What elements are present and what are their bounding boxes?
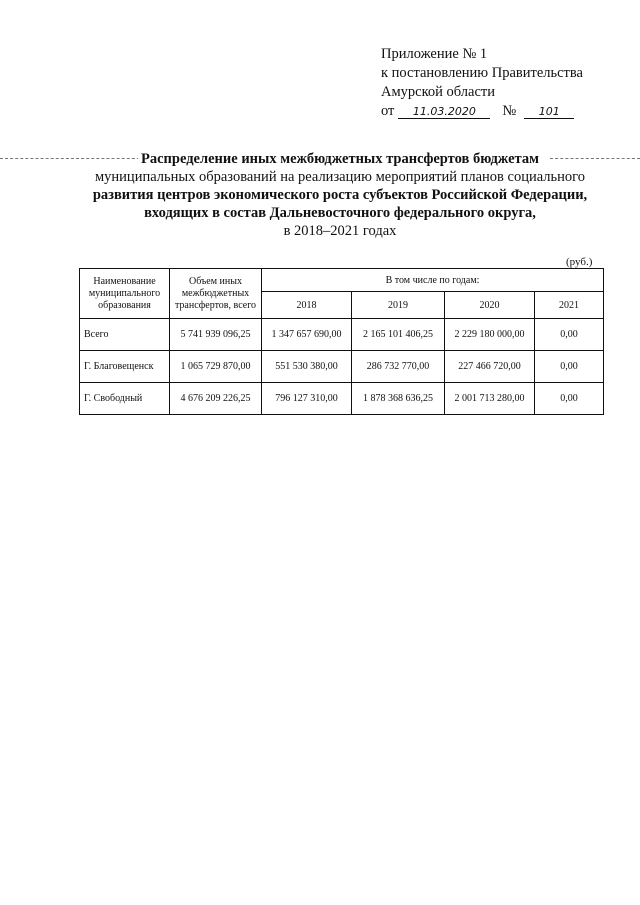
row-2021: 0,00 (535, 319, 604, 351)
row-name: Всего (80, 319, 170, 351)
row-2019: 2 165 101 406,25 (352, 319, 445, 351)
row-2020: 2 229 180 000,00 (445, 319, 535, 351)
row-name: Г. Свободный (80, 383, 170, 415)
row-2021: 0,00 (535, 383, 604, 415)
row-total: 5 741 939 096,25 (170, 319, 262, 351)
table-row (80, 319, 604, 351)
handwritten-number: 101 (524, 105, 574, 119)
header-year-2018: 2018 (262, 292, 352, 319)
row-2018: 551 530 380,00 (262, 351, 352, 383)
handwritten-date: 11.03.2020 (398, 105, 490, 119)
row-name: Г. Благовещенск (80, 351, 170, 383)
transfers-table (79, 268, 604, 415)
row-2018: 1 347 657 690,00 (262, 319, 352, 351)
header-municipality: Наименование муниципального образования (80, 269, 170, 319)
header-year-2019: 2019 (352, 292, 445, 319)
appendix-title: Приложение № 1 (381, 46, 488, 62)
title-line-2: муниципальных образований на реализацию мероприятий планов социального (94, 169, 585, 185)
header-total: Объем иных межбюджетных трансфертов, всего (170, 269, 262, 319)
header-by-years: В том числе по годам: (262, 269, 604, 292)
title-line-4: входящих в состав Дальневосточного федерального округа, (144, 205, 536, 221)
row-total: 1 065 729 870,00 (170, 351, 262, 383)
title-line-5: в 2018–2021 годах (283, 223, 397, 239)
title-line-3: развития центров экономического роста субъектов Российской Федерации, (92, 187, 588, 203)
table-row (80, 351, 604, 383)
row-total: 4 676 209 226,25 (170, 383, 262, 415)
row-2020: 2 001 713 280,00 (445, 383, 535, 415)
appendix-date-number-line (381, 102, 583, 121)
table-header-row (80, 269, 604, 292)
document-title (60, 150, 620, 240)
title-line-1: Распределение иных межбюджетных трансфертов бюджетам (138, 150, 542, 168)
from-label: от (381, 103, 395, 119)
appendix-block (381, 45, 583, 121)
row-2020: 227 466 720,00 (445, 351, 535, 383)
row-2019: 286 732 770,00 (352, 351, 445, 383)
row-2021: 0,00 (535, 351, 604, 383)
table-row (80, 383, 604, 415)
number-label: № (502, 103, 517, 119)
unit-label: (руб.) (566, 256, 593, 268)
row-2018: 796 127 310,00 (262, 383, 352, 415)
header-year-2020: 2020 (445, 292, 535, 319)
appendix-region: Амурской области (381, 84, 495, 100)
row-2019: 1 878 368 636,25 (352, 383, 445, 415)
header-year-2021: 2021 (535, 292, 604, 319)
appendix-decree-ref: к постановлению Правительства (381, 65, 583, 81)
